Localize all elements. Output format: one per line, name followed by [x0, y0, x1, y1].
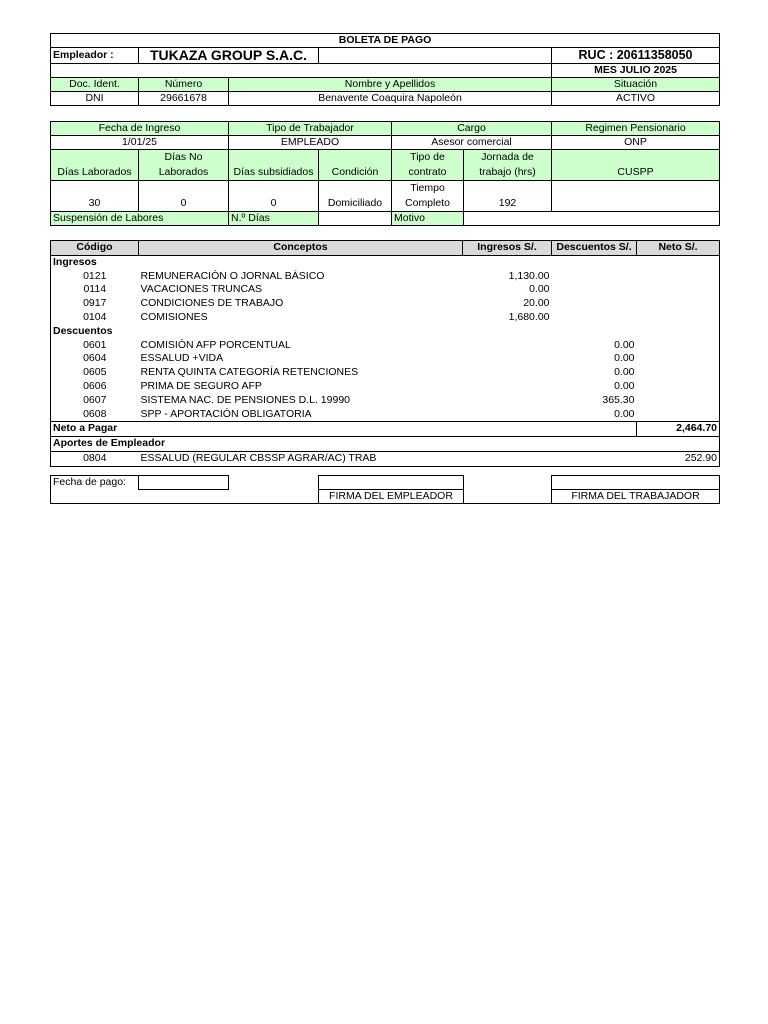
table-row: [51, 408, 720, 422]
concept-code: 0604: [83, 352, 107, 365]
dias-no-header-line1: Días No: [139, 150, 229, 166]
fecha-pago-label: Fecha de pago:: [51, 476, 139, 490]
descuentos-header: Descuentos S/.: [552, 241, 637, 256]
motivo-label: Motivo: [392, 212, 464, 226]
employee-name: Benavente Coaquira Napoleón: [229, 92, 552, 106]
jornada-header-line2: trabajo (hrs): [464, 165, 552, 181]
concept-name: SPP - APORTACIÓN OBLIGATORIA: [140, 407, 312, 420]
neto-amount: 2,464.70: [637, 422, 720, 437]
numero-header: Número: [139, 78, 229, 92]
aportes-section-label: Aportes de Empleador: [51, 437, 720, 452]
jornada-header-line1: Jornada de: [464, 150, 552, 166]
pay-period: MES JULIO 2025: [552, 64, 720, 78]
table-row: [51, 380, 720, 394]
aporte-amount: 252.90: [684, 451, 717, 464]
conceptos-header: Conceptos: [139, 241, 463, 256]
empty-cell: [552, 150, 720, 166]
tipo-contrato-header-line2: contrato: [392, 165, 464, 181]
descuento-amount: 0.00: [614, 407, 635, 420]
concept-code: 0608: [83, 407, 107, 420]
empty-cell: [229, 181, 319, 197]
empty-cell: [319, 150, 392, 166]
employee-status: ACTIVO: [615, 92, 656, 104]
concept-name: VACACIONES TRUNCAS: [140, 283, 263, 296]
empty-cell: [552, 476, 720, 490]
descuento-amount: 0.00: [614, 379, 635, 392]
empty-cell: [139, 181, 229, 197]
employer-label: Empleador :: [51, 48, 139, 64]
regimen-value: ONP: [552, 136, 720, 150]
concept-name: REMUNERACIÓN O JORNAL BÁSICO: [140, 269, 325, 282]
header-table: [50, 33, 720, 106]
doc-number: 29661678: [139, 92, 229, 106]
table-row: [51, 270, 720, 284]
empty-cell: [319, 476, 464, 490]
empty-cell: [229, 150, 319, 166]
dias-subsidiados-value: 0: [229, 196, 319, 212]
concept-name: COMISIÓN AFP PORCENTUAL: [140, 338, 291, 351]
fecha-pago-value[interactable]: [139, 476, 229, 490]
table-row: [51, 451, 720, 466]
neto-label: Neto a Pagar: [51, 422, 637, 437]
cuspp-value: [552, 196, 720, 212]
condicion-header: Condición: [319, 165, 392, 181]
concept-code: 0114: [83, 283, 107, 296]
company-name: TUKAZA GROUP S.A.C.: [139, 48, 319, 64]
situacion-header: Situación: [552, 78, 720, 92]
suspension-label: Suspensión de Labores: [51, 212, 229, 226]
ingreso-amount: 0.00: [529, 283, 550, 296]
concept-name: COMISIONES: [140, 310, 208, 323]
table-row: [51, 366, 720, 380]
concept-code: 0121: [83, 269, 107, 282]
table-row: [51, 339, 720, 353]
cuspp-header: CUSPP: [552, 165, 720, 181]
table-row: [51, 283, 720, 297]
neto-header: Neto S/.: [637, 241, 720, 256]
descuento-amount: 365.30: [602, 393, 635, 406]
table-row: [51, 352, 720, 366]
empty-cell: [464, 181, 552, 197]
ingreso-amount: 20.00: [523, 297, 550, 310]
concept-code: 0804: [83, 451, 107, 464]
tipo-contrato-header-line1: Tipo de: [392, 150, 464, 166]
empty-cell: [51, 150, 139, 166]
descuentos-section-label: Descuentos: [53, 324, 113, 337]
n-dias-label: N.º Días: [229, 212, 319, 226]
tipo-trabajador-value: EMPLEADO: [229, 136, 392, 150]
regimen-header: Regimen Pensionario: [552, 122, 720, 136]
empty-cell: [51, 490, 229, 504]
empty-cell: [51, 64, 552, 78]
concept-name: RENTA QUINTA CATEGORÍA RETENCIONES: [140, 366, 359, 379]
firma-empleador: FIRMA DEL EMPLEADOR: [319, 490, 464, 504]
document-title: BOLETA DE PAGO: [51, 34, 720, 48]
empty-cell: [319, 48, 552, 64]
ingresos-section-label: Ingresos: [53, 255, 97, 268]
empty-cell: [51, 181, 139, 197]
dias-laborados-header: Días Laborados: [51, 165, 139, 181]
ingreso-amount: 1,130.00: [508, 269, 550, 282]
concept-code: 0104: [83, 310, 107, 323]
descuento-amount: 0.00: [614, 352, 635, 365]
concept-name: PRIMA DE SEGURO AFP: [140, 379, 262, 392]
ingresos-header: Ingresos S/.: [463, 241, 552, 256]
concept-code: 0606: [83, 379, 107, 392]
descuento-amount: 0.00: [614, 366, 635, 379]
empty-cell: [552, 181, 720, 197]
empty-cell: [464, 212, 720, 226]
table-row: [51, 311, 720, 325]
dias-subsidiados-header: Días subsidiados: [229, 165, 319, 181]
dias-no-header-line2: Laborados: [139, 165, 229, 181]
firma-trabajador: FIRMA DEL TRABAJADOR: [552, 490, 720, 504]
tipo-contrato-value-line1: Tiempo: [392, 181, 464, 197]
concept-code: 0917: [83, 297, 107, 310]
dias-no-laborados-value: 0: [139, 196, 229, 212]
doc-ident-header: Doc. Ident.: [51, 78, 139, 92]
concept-name: ESSALUD (REGULAR CBSSP AGRAR/AC) TRAB: [140, 451, 377, 464]
concept-code: 0605: [83, 366, 107, 379]
condicion-value: Domiciliado: [319, 196, 392, 212]
nombre-header: Nombre y Apellidos: [229, 78, 552, 92]
concept-name: ESSALUD +VIDA: [140, 352, 224, 365]
dias-laborados-value: 30: [51, 196, 139, 212]
ruc-number: RUC : 20611358050: [552, 48, 720, 64]
fecha-ingreso-value: 1/01/25: [51, 136, 229, 150]
concept-code: 0607: [83, 393, 107, 406]
empty-cell: [319, 181, 392, 197]
employment-table: [50, 121, 720, 226]
concepts-table: [50, 240, 720, 467]
fecha-ingreso-header: Fecha de Ingreso: [51, 122, 229, 136]
codigo-header: Código: [51, 241, 139, 256]
jornada-value: 192: [464, 196, 552, 212]
concept-code: 0601: [83, 338, 107, 351]
tipo-contrato-value-line2: Completo: [392, 196, 464, 212]
cargo-value: Asesor comercial: [392, 136, 552, 150]
tipo-trabajador-header: Tipo de Trabajador: [229, 122, 392, 136]
empty-cell: [319, 212, 392, 226]
concept-name: SISTEMA NAC. DE PENSIONES D.L. 19990: [140, 393, 350, 406]
cargo-header: Cargo: [392, 122, 552, 136]
table-row: [51, 297, 720, 311]
ingreso-amount: 1,680.00: [508, 310, 550, 323]
concept-name: CONDICIONES DE TRABAJO: [140, 297, 284, 310]
table-row: [51, 394, 720, 408]
signature-table: [50, 475, 720, 504]
doc-type: DNI: [51, 92, 139, 106]
descuento-amount: 0.00: [614, 338, 635, 351]
